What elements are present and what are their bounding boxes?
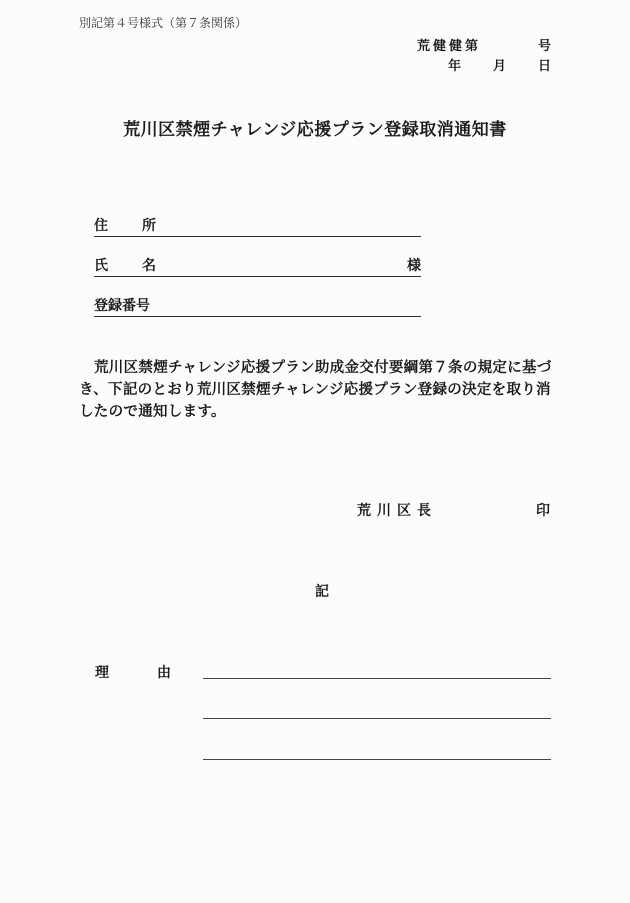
form-number: 別記第４号様式（第７条関係）: [79, 16, 248, 30]
reason-label-1: 理: [95, 665, 109, 681]
reason-line-3[interactable]: [203, 759, 551, 760]
document-number-prefix: 荒健健第: [417, 39, 482, 54]
reason-line-1[interactable]: [203, 678, 551, 679]
reason-line-2[interactable]: [203, 718, 551, 719]
date-year-label: 年: [448, 59, 462, 74]
address-label-2: 所: [142, 218, 156, 234]
issuer-title: 荒川区長: [357, 503, 437, 519]
date-day-label: 日: [538, 59, 552, 74]
name-label-2: 名: [142, 258, 156, 274]
registration-number-field[interactable]: [94, 296, 421, 317]
notice-body-text: 荒川区禁煙チャレンジ応援プラン助成金交付要綱第７条の規定に基づき、下記のとおり荒川区禁煙チャレンジ応援プラン登録の決定を取り消したので通知します。: [79, 360, 552, 420]
registration-number-label: 登録番号: [94, 298, 150, 314]
ki-heading: 記: [315, 584, 329, 600]
name-label-1: 氏: [94, 258, 108, 274]
document-title: 荒川区禁煙チャレンジ応援プラン登録取消通知書: [123, 120, 507, 140]
seal-mark: 印: [536, 503, 550, 519]
date-month-label: 月: [493, 59, 507, 74]
honorific-sama: 様: [407, 258, 421, 274]
address-field[interactable]: [94, 216, 421, 237]
address-label-1: 住: [94, 218, 108, 234]
name-field[interactable]: [94, 256, 421, 277]
reason-label-2: 由: [157, 665, 171, 681]
document-number-suffix: 号: [538, 39, 555, 54]
